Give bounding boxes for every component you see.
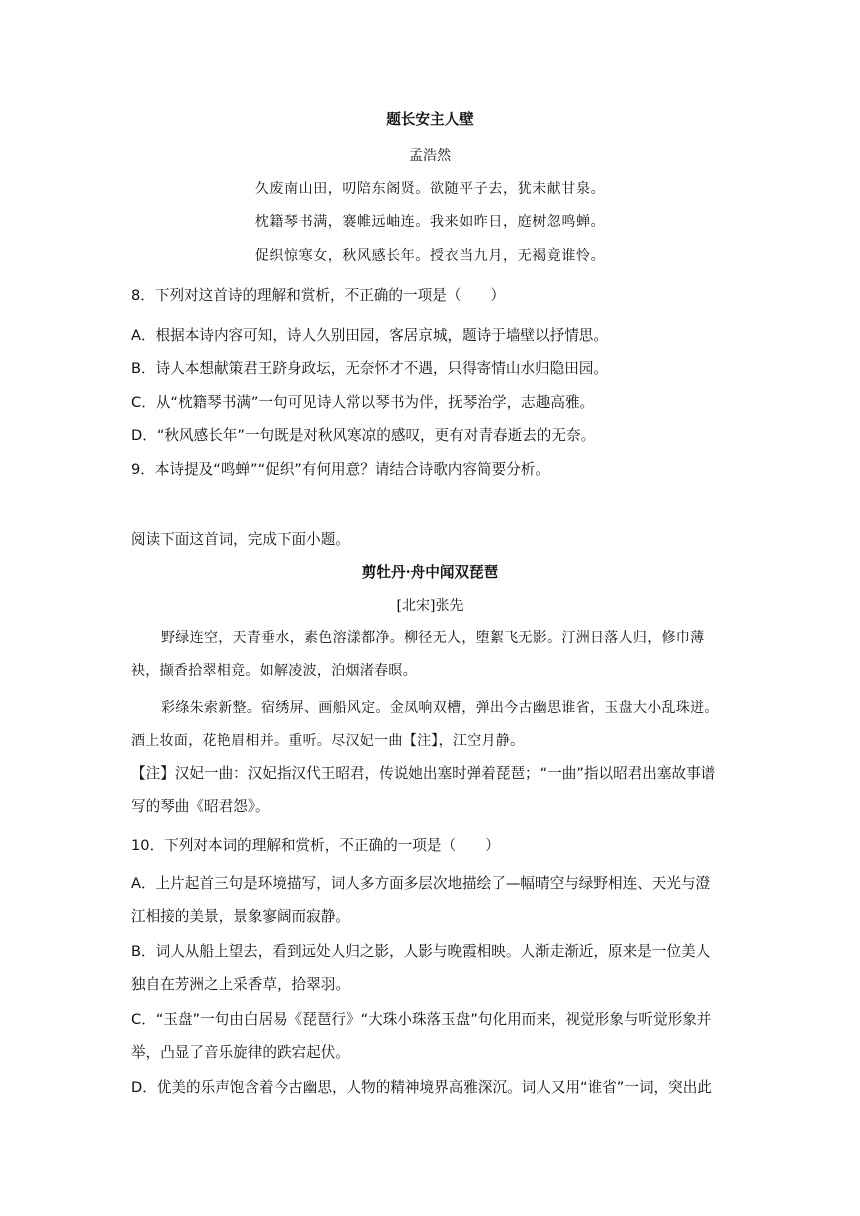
- question-10-option-a-line1: A．上片起首三句是环境描写，词人多方面多层次地描绘了—幅晴空与绿野相连、天光与澄: [131, 875, 711, 892]
- question-10-option-d-line1: D．优美的乐声饱含着今古幽思，人物的精神境界高雅深沉。词人又用“谁省”一词，突出此: [131, 1079, 712, 1096]
- poem-title: 题长安主人壁: [386, 111, 474, 128]
- question-8-option-c: C．从“枕籍琴书满”一句可见诗人常以琴书为伴，抚琴治学，志趣高雅。: [131, 394, 595, 411]
- note-line: 写的琴曲《昭君怨》。: [131, 798, 270, 815]
- question-10-option-a-line2: 江相接的美景，景象寥阔而寂静。: [131, 908, 350, 925]
- section-intro: 阅读下面这首词，完成下面小题。: [131, 531, 350, 548]
- question-10-stem: 10．下列对本词的理解和赏析，不正确的一项是（ ）: [131, 837, 500, 854]
- question-8-option-a: A．根据本诗内容可知，诗人久别田园，客居京城，题诗于墙壁以抒情思。: [131, 327, 608, 344]
- note-line: 【注】汉妃一曲：汉妃指汉代王昭君，传说她出塞时弹着琵琶；“一曲”指以昭君出塞故事谱: [131, 765, 716, 782]
- poem-line: 促织惊寒女，秋风感长年。授衣当九月，无褐竟谁怜。: [254, 248, 606, 264]
- question-8-stem: 8．下列对这首诗的理解和赏析，不正确的一项是（ ）: [131, 287, 506, 304]
- poem-author: 孟浩然: [409, 148, 451, 164]
- question-9-stem: 9．本诗提及“鸣蝉”“促织”有何用意？请结合诗歌内容简要分析。: [131, 461, 550, 478]
- ci-text-line: 酒上妆面，花艳眉相并。重听。尽汉妃一曲【注】，江空月静。: [131, 733, 525, 749]
- question-10-option-b-line1: B．词人从船上望去，看到远处人归之影，人影与晚霞相映。人渐走渐近，原来是一位美人: [131, 943, 711, 960]
- question-8-option-d: D．“秋风感长年”一句既是对秋风寒凉的感叹，更有对青春逝去的无奈。: [131, 427, 596, 444]
- poem-line: 枕籍琴书满，褰帷远岫连。我来如昨日，庭树忽鸣蝉。: [254, 214, 606, 230]
- ci-author: [北宋]张先: [396, 598, 464, 614]
- question-8-option-b: B．诗人本想献策君王跻身政坛，无奈怀才不遇，只得寄情山水归隐田园。: [131, 360, 609, 377]
- question-10-option-c-line2: 举，凸显了音乐旋律的跌宕起伏。: [131, 1044, 350, 1061]
- poem-line: 久废南山田，叨陪东阁贤。欲随平子去，犹未献甘泉。: [254, 181, 606, 197]
- ci-text-line: 彩绦朱索新整。宿绣屏、画船风定。金凤响双槽，弹出今古幽思谁省，玉盘大小乱珠迸。: [161, 700, 719, 716]
- ci-title: 剪牡丹·舟中闻双琵琶: [361, 564, 499, 581]
- ci-text-line: 野绿连空，天青垂水，素色溶漾都净。柳径无人，堕絮飞无影。汀洲日落人归，修巾薄: [161, 630, 705, 646]
- ci-text-line: 袂，撷香拾翠相竞。如解凌波，泊烟渚春暝。: [131, 663, 417, 679]
- question-10-option-b-line2: 独自在芳洲之上采香草，拾翠羽。: [131, 976, 350, 993]
- question-10-option-c-line1: C．“玉盘”一句由白居易《琵琶行》“大珠小珠落玉盘”句化用而来，视觉形象与听觉形象并: [131, 1011, 712, 1028]
